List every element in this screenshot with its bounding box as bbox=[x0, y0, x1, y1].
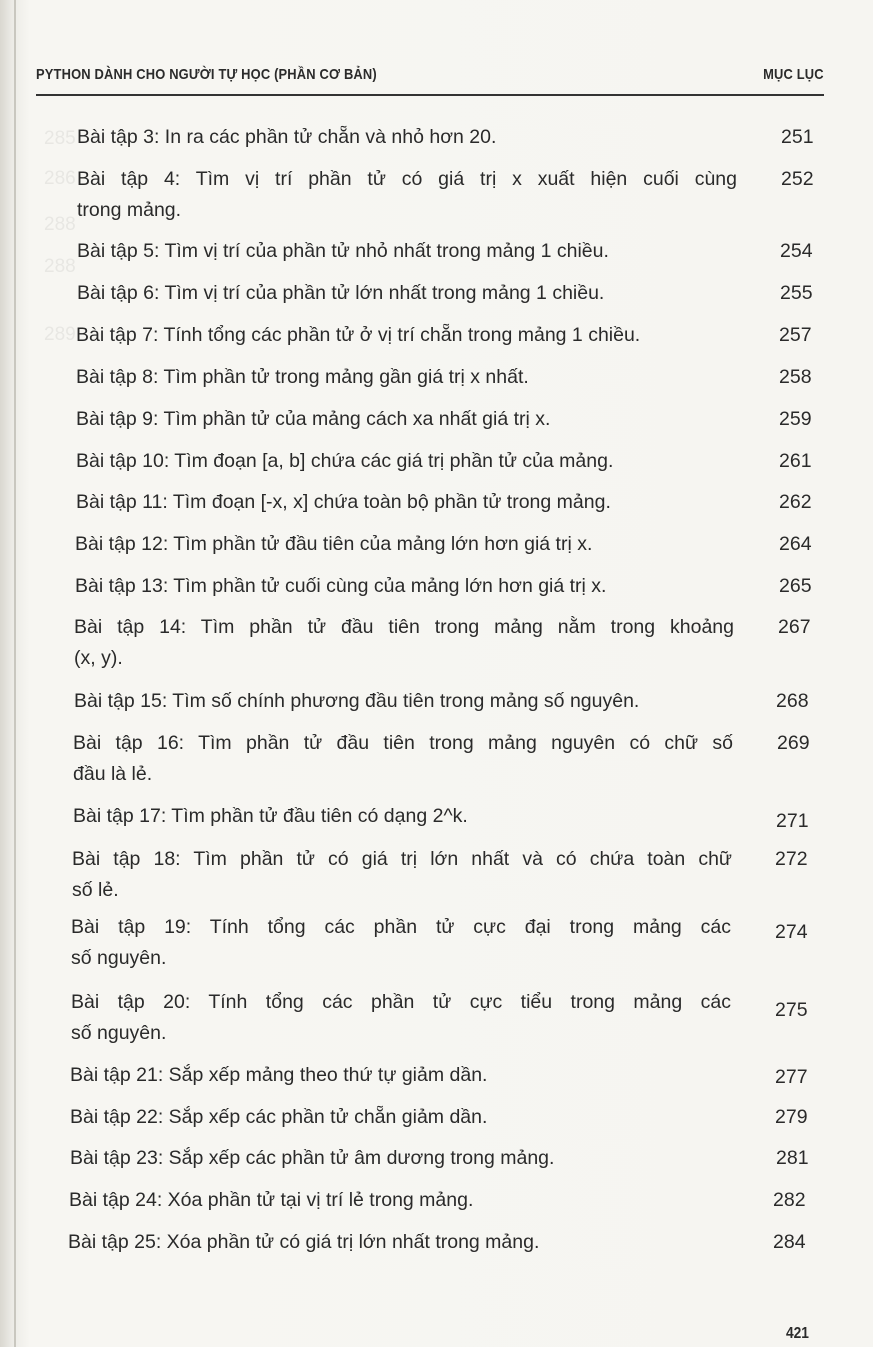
toc-entry bbox=[75, 571, 822, 602]
show-through-text: 289 bbox=[44, 324, 76, 345]
show-through-text: 288 bbox=[44, 214, 76, 235]
show-through-text: 285 bbox=[44, 128, 76, 149]
toc-entry bbox=[71, 987, 822, 1049]
entry-title: Bài tập 15: Tìm số chính phương đầu tiên trong mảng số nguyên. bbox=[74, 690, 640, 712]
toc-entry bbox=[77, 164, 822, 226]
show-through-text: 288 bbox=[44, 256, 76, 277]
entry-title: Bài tập 3: In ra các phần tử chẵn và nhỏ hơn 20. bbox=[77, 126, 497, 148]
toc-entry bbox=[76, 487, 822, 518]
entry-title: Bài tập 23: Sắp xếp các phần tử âm dương trong mảng. bbox=[70, 1147, 555, 1169]
entry-title: Bài tập 11: Tìm đoạn [-x, x] chứa toàn bộ phần tử trong mảng. bbox=[76, 491, 611, 513]
entry-page-number: 267 bbox=[778, 616, 811, 638]
entry-page-number: 269 bbox=[777, 732, 810, 754]
toc-entry bbox=[70, 1143, 822, 1174]
entry-page-number: 259 bbox=[779, 408, 812, 430]
toc-entry bbox=[69, 1185, 822, 1216]
entry-title: Bài tập 24: Xóa phần tử tại vị trí lẻ trong mảng. bbox=[69, 1189, 474, 1211]
entry-page-number: 277 bbox=[775, 1066, 808, 1088]
entry-title-continuation: trong mảng. bbox=[77, 199, 182, 221]
toc-entry bbox=[76, 446, 822, 477]
entry-title: Bài tập 7: Tính tổng các phần tử ở vị trí chẵn trong mảng 1 chiều. bbox=[76, 324, 641, 346]
toc-entry bbox=[76, 320, 822, 351]
entry-page-number: 282 bbox=[773, 1189, 806, 1211]
entry-page-number: 254 bbox=[780, 240, 813, 262]
entry-page-number: 275 bbox=[775, 999, 808, 1021]
section-title: MỤC LỤC bbox=[763, 66, 824, 83]
toc-entry bbox=[70, 1060, 822, 1091]
entry-title: Bài tập 25: Xóa phần tử có giá trị lớn nhất trong mảng. bbox=[68, 1231, 540, 1253]
entry-title: Bài tập 14: Tìm phần tử đầu tiên trong mảng nằm trong khoảng bbox=[74, 616, 734, 638]
entry-title: Bài tập 21: Sắp xếp mảng theo thứ tự giảm dần. bbox=[70, 1064, 488, 1086]
entry-page-number: 271 bbox=[776, 810, 809, 832]
show-through-text: 286 bbox=[44, 168, 76, 189]
entry-title: Bài tập 16: Tìm phần tử đầu tiên trong mảng nguyên có chữ số bbox=[73, 732, 733, 754]
page-number: 421 bbox=[786, 1325, 809, 1342]
entry-title-continuation: số nguyên. bbox=[71, 1022, 167, 1044]
toc-entry bbox=[76, 362, 822, 393]
toc-entry bbox=[77, 122, 822, 153]
entry-page-number: 257 bbox=[779, 324, 812, 346]
entry-title: Bài tập 19: Tính tổng các phần tử cực đại trong mảng các bbox=[71, 916, 731, 938]
entry-page-number: 265 bbox=[779, 575, 812, 597]
entry-page-number: 252 bbox=[781, 168, 814, 190]
entry-page-number: 279 bbox=[775, 1106, 808, 1128]
toc-entry bbox=[72, 844, 822, 906]
entry-title: Bài tập 5: Tìm vị trí của phần tử nhỏ nhất trong mảng 1 chiều. bbox=[77, 240, 609, 262]
entry-page-number: 272 bbox=[775, 848, 808, 870]
entry-title: Bài tập 17: Tìm phần tử đầu tiên có dạng 2^k. bbox=[73, 805, 468, 827]
toc-entry bbox=[73, 801, 822, 832]
entry-title: Bài tập 22: Sắp xếp các phần tử chẵn giảm dần. bbox=[70, 1106, 488, 1128]
entry-page-number: 264 bbox=[779, 533, 812, 555]
toc-entry bbox=[74, 686, 822, 717]
entry-title: Bài tập 6: Tìm vị trí của phần tử lớn nhất trong mảng 1 chiều. bbox=[77, 282, 605, 304]
entry-title: Bài tập 20: Tính tổng các phần tử cực tiểu trong mảng các bbox=[71, 991, 731, 1013]
entry-page-number: 251 bbox=[781, 126, 814, 148]
entry-title-block bbox=[72, 844, 732, 906]
entry-title: Bài tập 8: Tìm phần tử trong mảng gần giá trị x nhất. bbox=[76, 366, 529, 388]
entry-title: Bài tập 9: Tìm phần tử của mảng cách xa nhất giá trị x. bbox=[76, 408, 551, 430]
entry-page-number: 274 bbox=[775, 921, 808, 943]
toc-entry bbox=[75, 529, 822, 560]
toc-entry bbox=[76, 404, 822, 435]
entry-title: Bài tập 4: Tìm vị trí phần tử có giá trị x xuất hiện cuối cùng bbox=[77, 168, 737, 190]
entry-title: Bài tập 10: Tìm đoạn [a, b] chứa các giá trị phần tử của mảng. bbox=[76, 450, 614, 472]
entry-page-number: 284 bbox=[773, 1231, 806, 1253]
toc-entry bbox=[77, 236, 822, 267]
entry-page-number: 262 bbox=[779, 491, 812, 513]
entry-title: Bài tập 13: Tìm phần tử cuối cùng của mảng lớn hơn giá trị x. bbox=[75, 575, 607, 597]
entry-page-number: 258 bbox=[779, 366, 812, 388]
entry-title-continuation: số lẻ. bbox=[72, 879, 119, 901]
toc-entry bbox=[70, 1102, 822, 1133]
entry-page-number: 261 bbox=[779, 450, 812, 472]
entry-title-block bbox=[77, 164, 737, 226]
entry-page-number: 268 bbox=[776, 690, 809, 712]
entry-title-continuation: đầu là lẻ. bbox=[73, 763, 153, 785]
book-title: PYTHON DÀNH CHO NGƯỜI TỰ HỌC (PHẦN CƠ BẢN) bbox=[36, 66, 377, 83]
toc-entry bbox=[77, 278, 822, 309]
entry-title-block bbox=[73, 728, 733, 790]
entry-title-block bbox=[71, 987, 731, 1049]
toc-entry bbox=[74, 612, 822, 674]
entry-title-block bbox=[71, 912, 731, 974]
entry-title-block bbox=[74, 612, 734, 674]
entry-page-number: 281 bbox=[776, 1147, 809, 1169]
entry-title-continuation: số nguyên. bbox=[71, 947, 167, 969]
entry-title: Bài tập 18: Tìm phần tử có giá trị lớn nhất và có chứa toàn chữ bbox=[72, 848, 732, 870]
entry-page-number: 255 bbox=[780, 282, 813, 304]
toc-entry bbox=[73, 728, 822, 790]
toc-entry bbox=[71, 912, 822, 974]
entry-title: Bài tập 12: Tìm phần tử đầu tiên của mảng lớn hơn giá trị x. bbox=[75, 533, 593, 555]
entry-title-continuation: (x, y). bbox=[74, 647, 123, 669]
toc-entry bbox=[68, 1227, 822, 1258]
